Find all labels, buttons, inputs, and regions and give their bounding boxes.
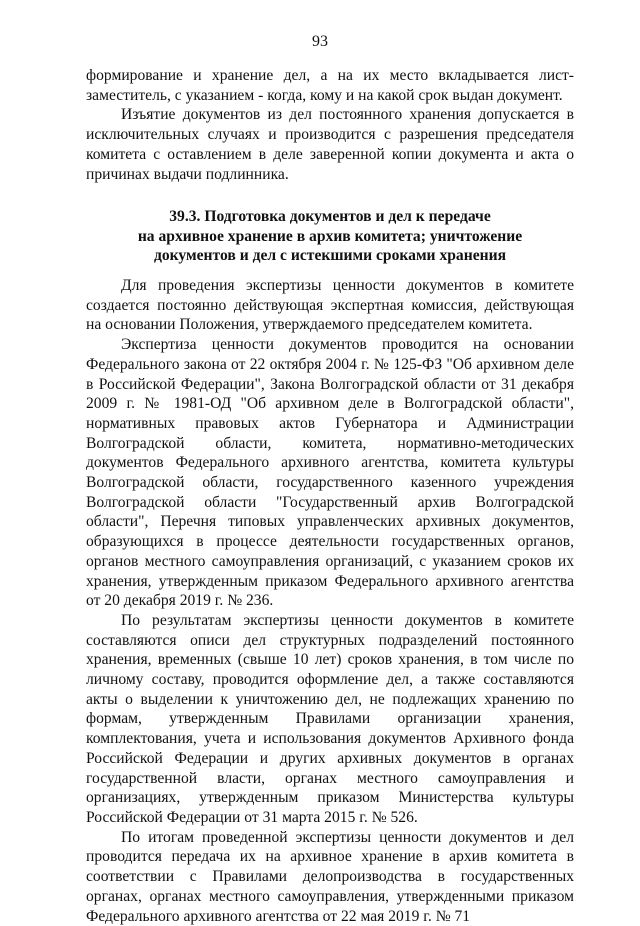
paragraph-expertise-basis: Экспертиза ценности документов проводится на основании Федерального закона от 22 октября 2004 г. № 125-ФЗ "Об архивном деле в Российской Федерации", Закона Волгоградской области от 31 декабря 2009 г. № 1981-ОД "Об архивном деле в Волгоградской области", нормативных правовых актов Губернатора и Администрации Волгоградской области, комитета, нормативно-методических документов Федерального архивного агентства, комитета культуры Волгоградской области, государственного казенного учреждения Волгоградской области "Государственный архив Волгоградской области", Перечня типовых управленческих архивных документов, образующихся в процессе деятельности государственных органов, органов местного самоуправления организаций, с указанием сроков их хранения, утвержденным приказом Федерального архивного агентства от 20 декабря 2019 г. № 236. bbox=[86, 336, 574, 610]
section-heading-line: документов и дел с истекшими сроками хранения bbox=[153, 247, 507, 265]
paragraph-expert-commission: Для проведения экспертизы ценности документов в комитете создается постоянно действующая экспертная комиссия, действующая на основании Положения, утверждаемого председателем комитета. bbox=[86, 277, 574, 334]
paragraph-document-withdrawal: Изъятие документов из дел постоянного хранения допускается в исключительных случаях и производится с разрешения председателя комитета с оставлением в деле заверенной копии документа и акта о причинах выдачи подлинника. bbox=[86, 106, 574, 183]
section-heading-line: на архивное хранение в архив комитета; уничтожение bbox=[137, 227, 523, 245]
section-heading-line: 39.3. Подготовка документов и дел к передаче bbox=[169, 208, 491, 225]
section-body bbox=[86, 276, 574, 926]
paragraph-archive-transfer: По итогам проведенной экспертизы ценности документов и дел проводится передача их на архивное хранение в архив комитета в соответствии с Правилами делопроизводства в государственных органах, органах местного самоуправления, утвержденными приказом Федерального архивного агентства от 22 мая 2019 г. № 71 bbox=[86, 828, 574, 925]
section-heading bbox=[86, 207, 574, 266]
intro-text bbox=[86, 66, 574, 184]
paragraph-continuation: формирование и хранение дел, а на их место вкладывается лист-заместитель, с указанием - когда, кому и на какой срок выдан документ. bbox=[86, 67, 574, 104]
page-number: 93 bbox=[312, 33, 328, 50]
paragraph-expertise-results: По результатам экспертизы ценности документов в комитете составляются описи дел структурных подразделений постоянного хранения, временных (свыше 10 лет) сроков хранения, в том числе по личному составу, проводится оформление дел, а также составляются акты о выделении к уничтожению дел, не подлежащих хранению по формам, утвержденным Правилами организации хранения, комплектования, учета и использования документов Архивного фонда Российской Федерации и других архивных документов в органах государственной власти, органах местного самоуправления и организациях, утвержденным приказом Министерства культуры Российской Федерации от 31 марта 2015 г. № 526. bbox=[86, 611, 574, 826]
